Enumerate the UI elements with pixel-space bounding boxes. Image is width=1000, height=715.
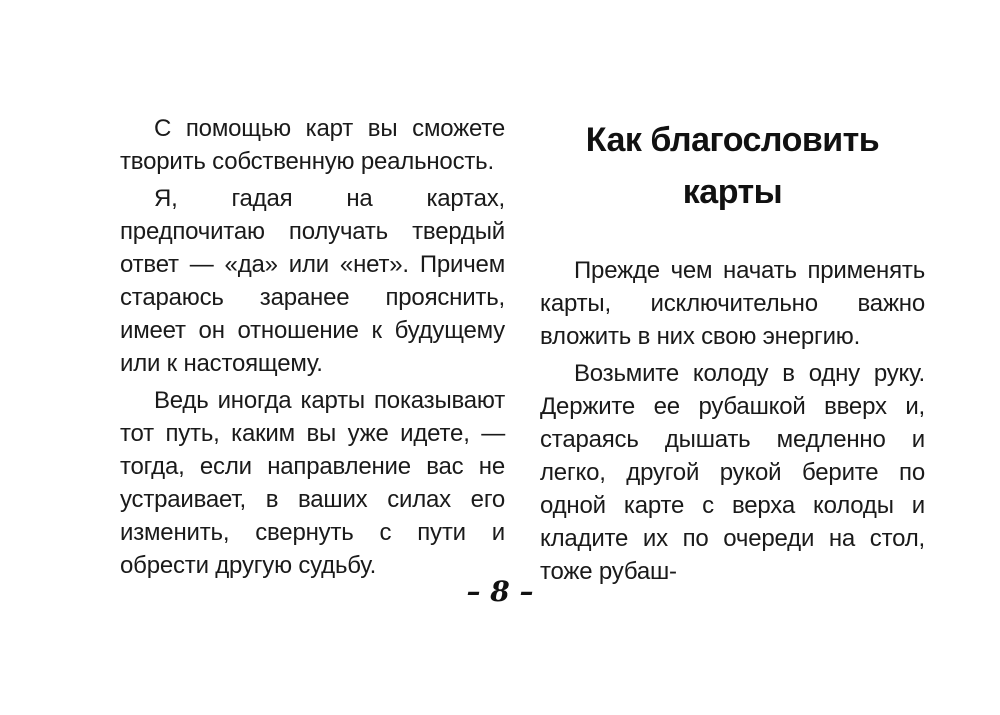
page-number: – 8 – xyxy=(466,575,534,608)
paragraph: Я, гадая на картах, предпочитаю получать твердый ответ — «да» или «нет». Причем стараюсь заранее прояснить, имеет он отношение к будущему или к настоящему. xyxy=(120,185,505,377)
section-heading-line: карты xyxy=(682,173,783,211)
right-column xyxy=(540,112,925,592)
paragraph: Возьмите колоду в одну руку. Держите ее рубашкой вверх и, стараясь дышать медленно и легко, другой рукой берите по одной карте с верха колоды и кладите их по очереди на стол, тоже рубаш- xyxy=(540,360,925,585)
left-column xyxy=(120,112,505,586)
paragraph: Ведь иногда карты показывают тот путь, каким вы уже идете, — тогда, если направление вас не устраивает, в ваших силах его изменить, свернуть с пути и обрести другую судьбу. xyxy=(120,387,505,579)
section-heading xyxy=(540,116,925,254)
section-heading-line: Как благословить xyxy=(585,121,880,159)
paragraph: Прежде чем начать применять карты, исключительно важно вложить в них свою энергию. xyxy=(540,257,925,350)
paragraph: С помощью карт вы сможете творить собственную реальность. xyxy=(120,115,505,175)
